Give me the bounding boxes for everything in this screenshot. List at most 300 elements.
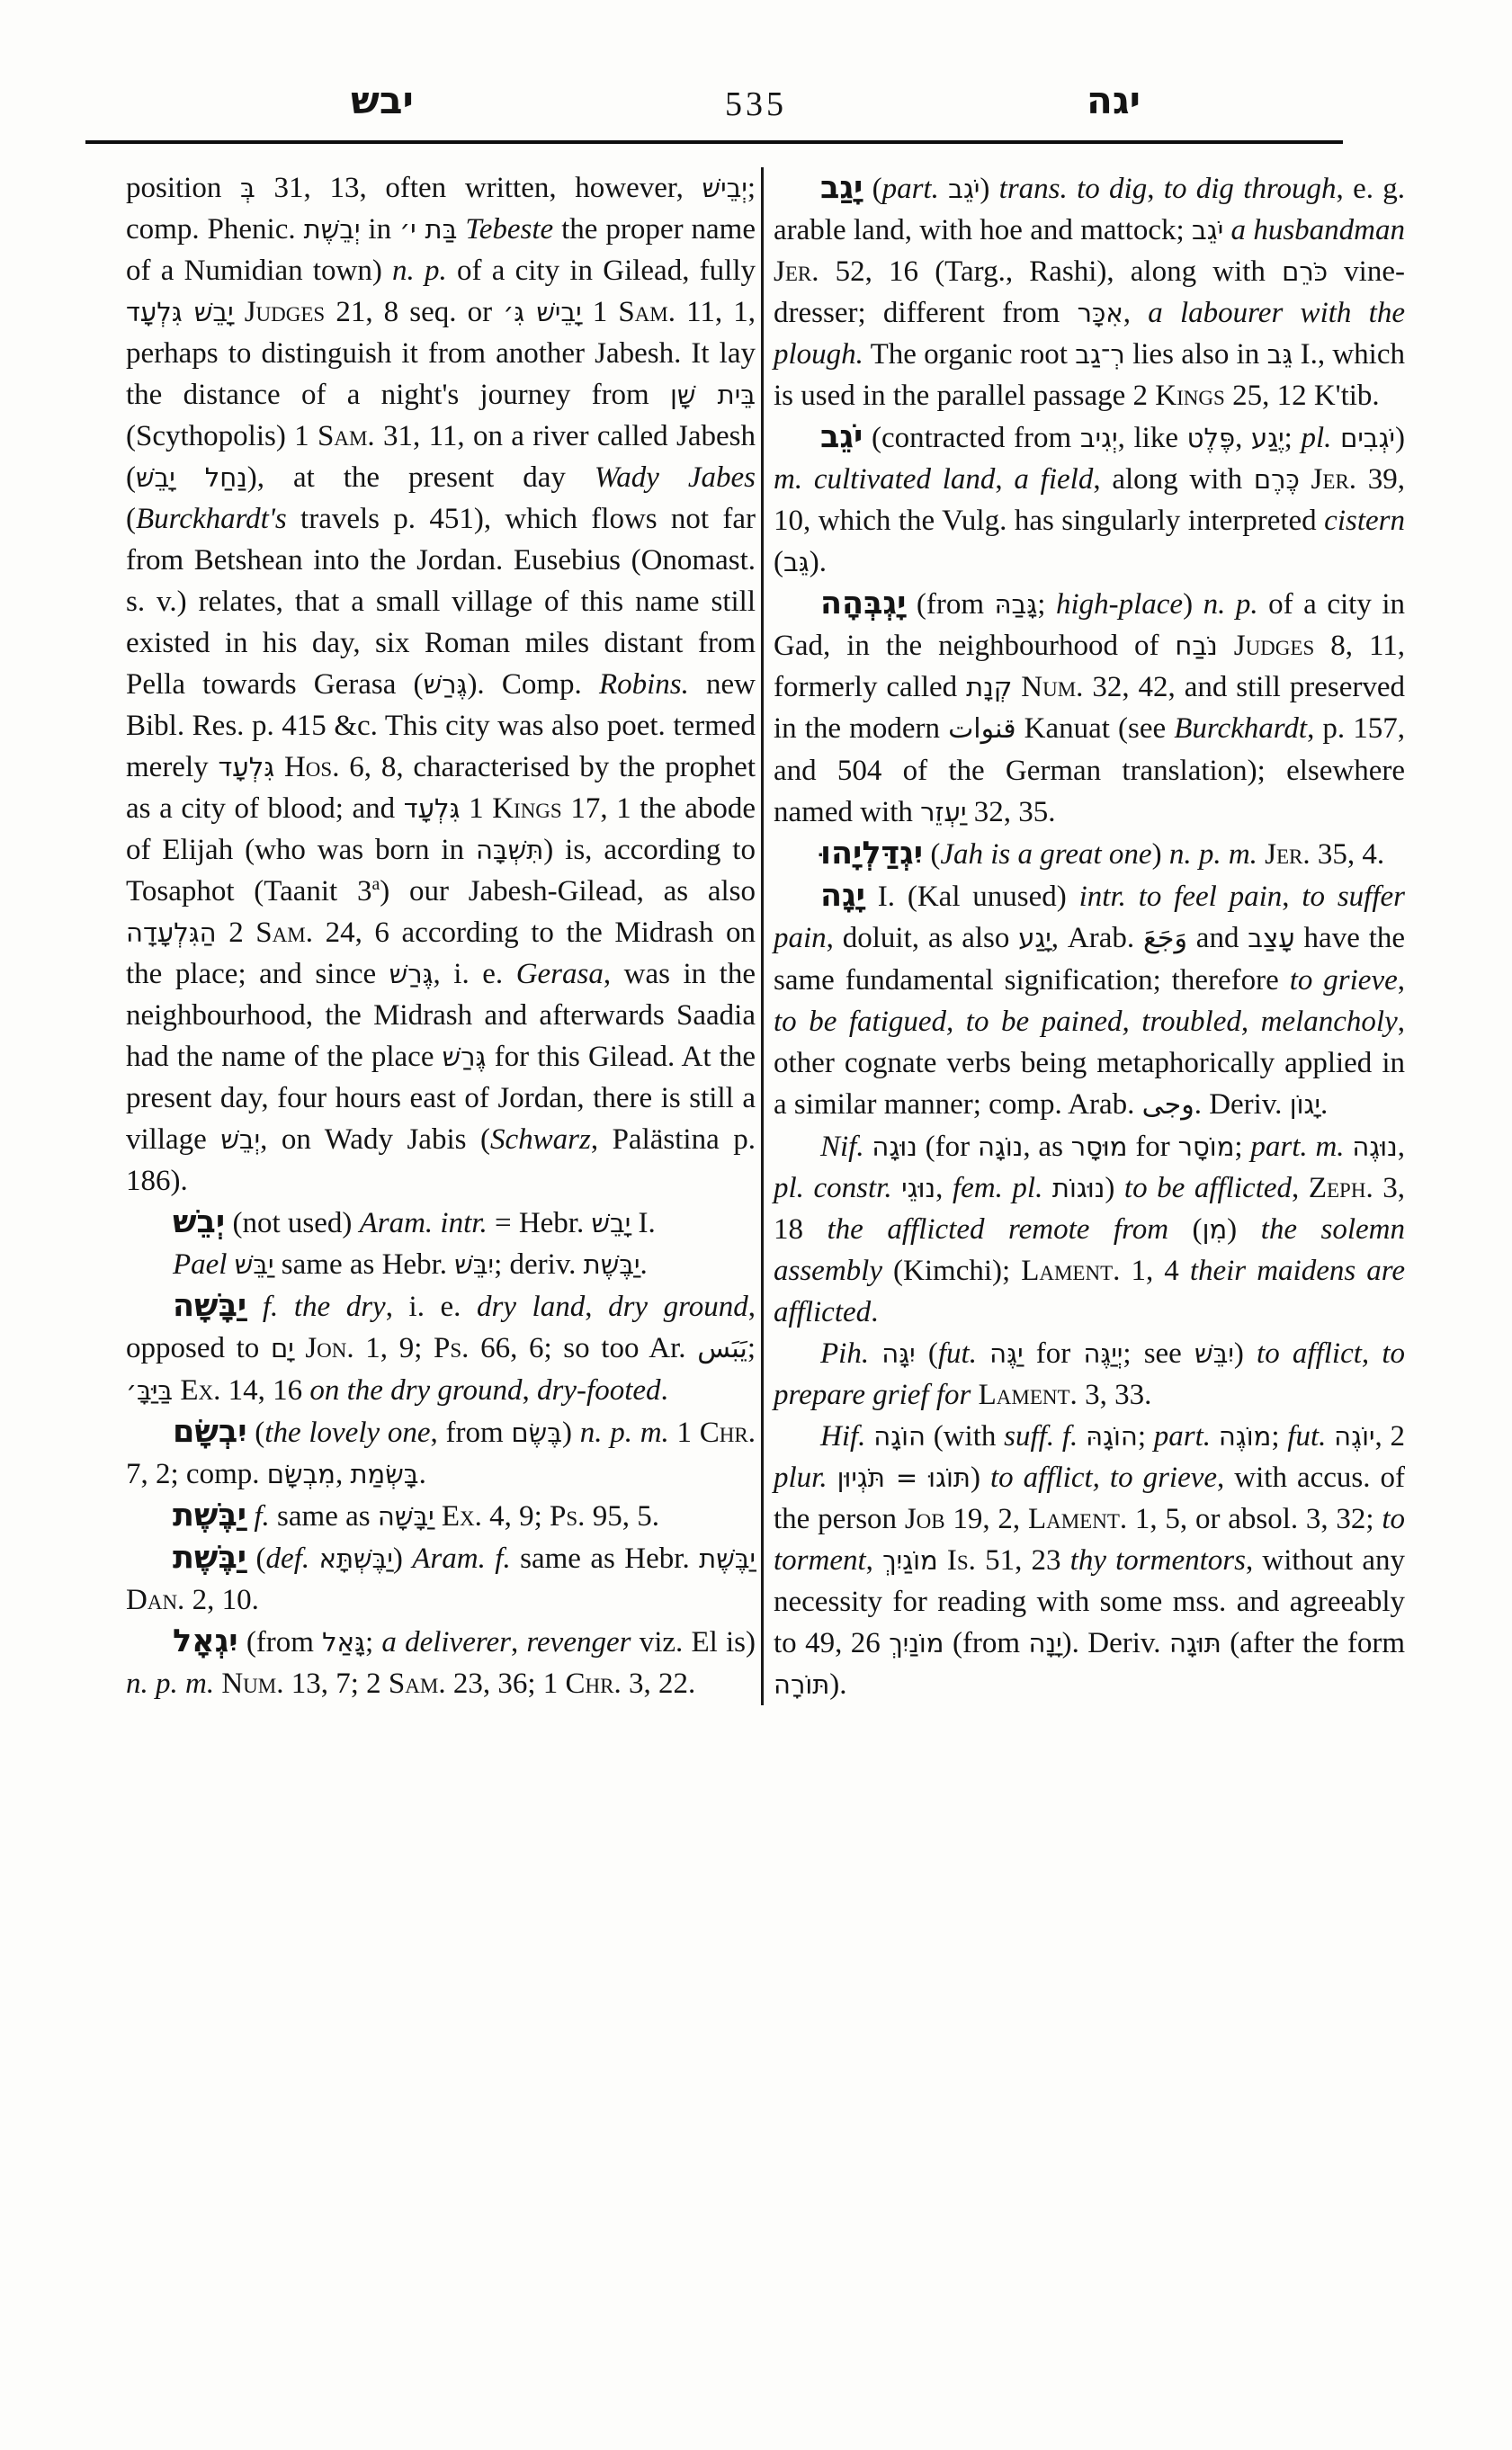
dictionary-paragraph	[774, 875, 1405, 1126]
text-run: ,	[1282, 881, 1302, 913]
scripture-ref: Judges	[244, 296, 326, 328]
hebrew-term: יַבֶּשֶׁת	[699, 1543, 756, 1574]
dictionary-paragraph	[126, 1411, 756, 1495]
text-run	[1300, 463, 1311, 496]
text-run: , opposed to	[126, 1291, 756, 1364]
dictionary-paragraph	[126, 1621, 756, 1704]
text-run: )	[980, 173, 999, 205]
text-run: ; comp. Phenic.	[126, 172, 756, 246]
hebrew-term: יְגִיב	[1079, 423, 1118, 453]
text-run: 51, 23	[975, 1544, 1070, 1577]
hebrew-term: בֶּשֶׂם	[511, 1417, 562, 1448]
arabic-term: وجى	[1141, 1089, 1194, 1121]
text-run: 1, 5, or absol. 3, 32;	[1127, 1503, 1382, 1535]
italic-run: Pael	[173, 1248, 228, 1281]
hebrew-headword: יִגְדַּלְיָהוּ	[820, 836, 924, 872]
dictionary-paragraph	[774, 1126, 1405, 1333]
italic-run: fem. pl.	[952, 1172, 1043, 1204]
text-run: )	[1105, 1172, 1124, 1204]
italic-run: Nif.	[820, 1131, 864, 1163]
hebrew-term: יֹגְבִים	[1340, 423, 1396, 453]
scripture-ref: Sam.	[388, 1668, 446, 1700]
text-run: ;	[1137, 1420, 1154, 1453]
text-run: travels p. 451), which flows not far from Betshean into the Jordan. Eusebius (Onomast. s. v.) relates, that a small village of this name still existed in his day, six Roman miles distant from Pella towards Gerasa (	[126, 503, 756, 701]
hebrew-term: יַבֶּשְׁתָּא	[318, 1543, 393, 1574]
hebrew-term: יִבֵּשׁ	[1194, 1338, 1234, 1369]
text-run: 24, 6 according to the Midrash on the place; and since	[126, 917, 756, 990]
italic-run: dry ground	[608, 1291, 748, 1323]
hebrew-term: בָּשְׂמַת	[350, 1459, 419, 1489]
text-run: (	[126, 503, 136, 535]
hebrew-headword: יָגְבְּהָה	[820, 586, 907, 621]
dictionary-paragraph	[126, 1285, 756, 1411]
text-run: 3, 33.	[1077, 1379, 1152, 1411]
text-run: )	[970, 1462, 990, 1494]
hebrew-term: יַגֶּה	[989, 1338, 1024, 1369]
scripture-ref: Hos.	[283, 751, 340, 783]
text-run	[1223, 214, 1230, 246]
hebrew-term: יִגָּה	[881, 1338, 916, 1369]
scripture-ref: Lament.	[1027, 1503, 1128, 1535]
text-run: , from	[430, 1417, 512, 1449]
italic-run: high-place	[1055, 588, 1184, 621]
italic-run: pl. constr.	[774, 1172, 892, 1204]
hebrew-headword: יֹגֵב	[820, 419, 863, 455]
text-run: (with	[925, 1420, 1005, 1453]
text-run: , along with	[1093, 463, 1254, 496]
text-run: ;	[1271, 1420, 1288, 1453]
arabic-term: قنوات	[948, 713, 1016, 745]
text-run	[309, 1542, 318, 1575]
italic-run: thy tormentors	[1069, 1544, 1246, 1577]
dictionary-paragraph	[126, 1537, 756, 1621]
scripture-ref: Jer.	[774, 255, 819, 288]
italic-run: to suffer pain	[774, 881, 1405, 954]
italic-run: the afflicted remote from	[827, 1213, 1169, 1246]
text-run: 21, 8 seq. or	[325, 296, 504, 328]
text-run	[971, 1379, 978, 1411]
text-run: the proper name of a Numidian town)	[126, 213, 756, 287]
text-run: )	[1395, 422, 1406, 454]
dictionary-paragraph	[774, 583, 1405, 833]
text-run: (	[923, 838, 941, 871]
text-columns	[126, 167, 1408, 1705]
hebrew-term: יֹגֵב	[948, 174, 980, 204]
hebrew-term: מוּסָר	[1070, 1131, 1128, 1162]
text-run: (	[246, 1417, 265, 1449]
hebrew-term: נוּגָה	[872, 1131, 917, 1162]
italic-run: Aram. intr.	[359, 1207, 488, 1239]
italic-run: Burckhardt's	[136, 503, 287, 535]
left-column	[126, 167, 756, 1705]
italic-run: Tebeste	[465, 213, 554, 246]
text-run: , with accus. of the person	[774, 1462, 1405, 1535]
hebrew-term: בֵּית שָׁן	[670, 380, 756, 410]
text-run: ;	[747, 1332, 756, 1364]
text-run: same as	[269, 1500, 378, 1533]
scripture-ref: Jon.	[305, 1332, 354, 1364]
text-run: same as Hebr.	[273, 1248, 455, 1281]
hebrew-term: מוֹסָר	[1177, 1131, 1235, 1162]
text-run: 1, 4	[1120, 1255, 1190, 1287]
italic-run: plur.	[774, 1462, 828, 1494]
text-run: , Arab.	[1051, 922, 1143, 954]
hebrew-term: יָבֵשׁ גִּלְעָד	[126, 297, 234, 327]
arabic-term: وَجَعَ	[1142, 923, 1187, 954]
text-run	[1326, 1420, 1334, 1453]
text-run: )	[561, 1417, 580, 1449]
dictionary-paragraph	[774, 1416, 1405, 1705]
scripture-ref: Num.	[221, 1668, 284, 1700]
italic-run: n. p. m.	[579, 1417, 669, 1449]
text-run: I.	[631, 1207, 656, 1239]
text-run: ,	[585, 1291, 609, 1323]
text-run	[1211, 1420, 1219, 1453]
text-run: 32, 42, and still preserved in the modern	[774, 671, 1406, 745]
italic-run: suff. f.	[1004, 1420, 1078, 1453]
text-run: )	[392, 1542, 413, 1575]
text-run	[1331, 422, 1340, 454]
hebrew-term: בַּיַּבָּ׳	[126, 1375, 174, 1406]
text-run: ,	[1397, 964, 1405, 997]
hebrew-term: יַבֶּשֶׁת	[583, 1249, 640, 1280]
hebrew-headword: יָגָה	[820, 878, 865, 914]
hebrew-term: יָנָה	[1028, 1628, 1062, 1659]
italic-run: the solemn assembly	[774, 1213, 1406, 1287]
italic-run: on the dry ground	[309, 1374, 523, 1407]
hebrew-term: תּוֹגוּ = תֹּגְיוּן	[837, 1462, 971, 1493]
italic-run: to afflict, to grieve	[989, 1462, 1218, 1494]
scripture-ref: Jer.	[1265, 838, 1311, 871]
hebrew-headword: יַבֶּשֶׁת	[173, 1540, 247, 1576]
text-run: , i. e.	[385, 1291, 477, 1323]
hebrew-term: גֵּב	[1266, 339, 1293, 370]
italic-run: fut.	[937, 1337, 977, 1370]
text-run: 2	[216, 917, 256, 949]
hebrew-headword: יָגַב	[820, 170, 863, 206]
text-run: The organic root	[863, 338, 1076, 371]
hebrew-term: נֹבַח	[1175, 630, 1218, 661]
text-run: ) our Jabesh-Gilead, as also	[380, 875, 756, 908]
text-run: 95, 5.	[585, 1500, 659, 1533]
text-run: ,	[1147, 173, 1164, 205]
hebrew-term: נוֹגָה	[977, 1131, 1024, 1162]
text-run: .	[418, 1458, 426, 1490]
text-run: , on Wady Jabis (	[260, 1123, 490, 1156]
text-run: , doluit, as also	[826, 922, 1019, 954]
text-run: )	[1183, 588, 1203, 621]
text-run	[434, 1500, 442, 1533]
scripture-ref: Lament.	[1021, 1255, 1121, 1287]
scripture-ref: Jer.	[1311, 463, 1357, 496]
text-run: (contracted from	[863, 422, 1080, 454]
text-run: 31, 11, on a river called Jabesh (	[126, 420, 756, 494]
text-run: ,	[865, 1544, 883, 1577]
text-run: same as Hebr.	[510, 1542, 700, 1575]
text-run	[227, 1248, 234, 1281]
text-run: ; see	[1123, 1337, 1195, 1370]
text-run: )	[1233, 1337, 1257, 1370]
text-run: , was in the neighbourhood, the Midrash and afterwards Saadia had the name of the place	[126, 958, 756, 1073]
dictionary-paragraph	[774, 416, 1405, 583]
italic-run: Robins.	[598, 668, 689, 701]
italic-run: Wady Jabes	[594, 461, 756, 494]
hebrew-term: יָבֵישׁ גִּ׳	[503, 297, 582, 327]
scripture-ref: Is.	[946, 1544, 976, 1577]
hebrew-term: פֶּלֶט	[1186, 423, 1236, 453]
text-run: (from	[944, 1627, 1029, 1659]
text-run: of a city in Gad, in the neighbourhood of	[774, 588, 1406, 662]
italic-run: Gerasa	[515, 958, 604, 990]
text-run: , as	[1023, 1131, 1071, 1163]
text-run: 19, 2,	[944, 1503, 1028, 1535]
scripture-ref: Sam.	[255, 917, 313, 949]
hebrew-term: הוֹגָה	[873, 1421, 926, 1452]
text-run: . Deriv.	[1194, 1088, 1290, 1121]
scripture-ref: Ps.	[434, 1332, 470, 1364]
text-run: lies also in	[1124, 338, 1267, 371]
text-run: (	[863, 173, 882, 205]
text-run	[977, 1337, 989, 1370]
italic-run: revenger	[526, 1626, 631, 1659]
hebrew-term: יָם	[270, 1333, 294, 1364]
text-run: 1	[581, 296, 619, 328]
text-run: ), at the present day	[246, 461, 595, 494]
scripture-ref: Ex.	[180, 1374, 221, 1407]
hebrew-term: גֵּב	[783, 547, 810, 577]
hebrew-term: נוּגֶה	[1352, 1131, 1398, 1162]
hebrew-headword: יִבְשָׂם	[173, 1414, 247, 1450]
text-run: , 2	[1374, 1420, 1405, 1453]
text-run: ;	[1234, 1131, 1251, 1163]
scripture-ref: Kings	[1155, 380, 1225, 412]
italic-run: to be fatigued, to be pained, troubled, melancholy	[774, 1006, 1398, 1038]
text-run: Kanuat (see	[1015, 712, 1175, 745]
italic-run: trans. to dig	[998, 173, 1148, 205]
text-run: 13, 7; 2	[283, 1668, 389, 1700]
hebrew-term: הַגִּלְעָדָה	[126, 917, 217, 948]
text-run: ;	[1284, 422, 1302, 454]
hebrew-headword: יַבֶּשֶׁת	[173, 1498, 247, 1533]
hebrew-term: יַעְזֵר	[920, 797, 967, 827]
text-run: 52, 16 (Targ., Rashi), along with	[819, 255, 1283, 288]
hebrew-term: גֶּרַשׁ	[442, 1042, 487, 1072]
hebrew-term: נַחַל יָבֵשׁ	[136, 462, 247, 493]
text-run: 35, 4.	[1310, 838, 1385, 871]
text-run: 66, 6; so too Ar.	[469, 1332, 698, 1364]
hebrew-term: יָגַע	[1018, 923, 1051, 953]
hebrew-headword: יַבָּשָׁה	[173, 1288, 247, 1324]
text-run: 2, 10.	[184, 1584, 259, 1616]
text-run: (Kimchi);	[881, 1255, 1022, 1287]
italic-run: part.	[881, 173, 939, 205]
hebrew-term: תִּשְׁבָּה	[475, 835, 544, 865]
italic-run: their maidens are afflicted	[774, 1255, 1405, 1328]
text-run: ). Comp.	[467, 668, 599, 701]
text-run: ,	[935, 1172, 953, 1204]
text-run: , e. g. arable land, with hoe and mattock;	[774, 173, 1406, 246]
text-run: )	[1151, 838, 1169, 871]
italic-run: fut.	[1287, 1420, 1327, 1453]
text-run: 1	[460, 792, 493, 825]
text-run: (Scythopolis) 1	[126, 420, 318, 452]
text-run	[294, 1332, 306, 1364]
hebrew-term: יָגוֹן	[1289, 1089, 1320, 1120]
hebrew-term: מִבְשָׂם	[266, 1459, 336, 1489]
text-run: 11, 1, perhaps to distinguish it from another Jabesh. It lay the distance of a night's journey from	[126, 296, 756, 411]
text-run: 4, 9;	[481, 1500, 550, 1533]
dictionary-paragraph	[126, 1495, 756, 1537]
hebrew-term: תּוֹרָה	[774, 1669, 830, 1700]
text-run: 7, 2; comp.	[126, 1458, 267, 1490]
italic-run: the lovely one	[264, 1417, 431, 1449]
italic-run: a deliverer	[381, 1626, 511, 1659]
scripture-ref: Sam.	[318, 420, 375, 452]
text-run: (from	[906, 588, 995, 621]
italic-run: to dig through	[1163, 173, 1337, 205]
hebrew-term: הוֹגָהּ	[1086, 1421, 1138, 1452]
text-run: .	[640, 1248, 648, 1281]
text-run: ).	[829, 1668, 847, 1701]
text-run: ; deriv.	[494, 1248, 584, 1281]
italic-run: Aram. f.	[412, 1542, 511, 1575]
italic-run: to afflict, to prepare grief for	[774, 1337, 1406, 1411]
hebrew-term: יוֹגֶה	[1334, 1421, 1375, 1452]
italic-run: a husbandman	[1230, 214, 1405, 246]
italic-run: f. the dry	[262, 1291, 386, 1323]
italic-run: to torment	[774, 1503, 1406, 1577]
text-run: ;	[1037, 588, 1056, 621]
text-run: ). Deriv.	[1061, 1627, 1169, 1659]
text-run	[1218, 630, 1234, 662]
text-run: position	[126, 172, 241, 204]
scripture-ref: Ps.	[550, 1500, 586, 1533]
text-run: viz. El is)	[631, 1626, 756, 1659]
hebrew-term: מִן	[1202, 1214, 1228, 1245]
hebrew-term: יִבֵּשׁ	[454, 1249, 495, 1280]
text-run: ,	[1397, 1131, 1406, 1163]
text-run: (after the form	[1221, 1627, 1405, 1659]
hebrew-term: גָּבַהּ	[994, 589, 1038, 620]
text-run: I., which is used in the parallel passage 2	[774, 338, 1405, 412]
text-run: I. (Kal unused)	[865, 881, 1079, 913]
text-run: )	[1227, 1213, 1261, 1246]
text-run	[865, 1420, 873, 1453]
text-run: 6, 8, characterised by the prophet as a city of blood; and	[126, 751, 756, 825]
italic-run: Pih.	[820, 1337, 870, 1370]
hebrew-term: יָבֵשׁ	[591, 1208, 631, 1238]
hebrew-term: נוּגוֹת	[1051, 1173, 1105, 1203]
italic-run: f.	[254, 1500, 270, 1533]
right-column	[774, 167, 1405, 1705]
hebrew-term: מוֹגֶה	[1218, 1421, 1272, 1452]
hebrew-term: בְּ	[240, 173, 255, 203]
text-run: .	[660, 1374, 668, 1407]
hebrew-term: יֶגַע	[1251, 423, 1284, 453]
text-run: 3, 18	[774, 1172, 1406, 1246]
hebrew-term: יְבֵישׁ	[702, 173, 747, 203]
text-run: , p. 157, and 504 of the German translation); elsewhere named with	[774, 712, 1406, 828]
italic-run: dry-footed	[537, 1374, 661, 1407]
hebrew-headword: יִגְאָל	[173, 1623, 238, 1659]
italic-run: n. p. m.	[126, 1668, 215, 1700]
scripture-ref: Chr.	[699, 1417, 756, 1449]
text-run: for this Gilead. At the present day, four hours east of Jordan, there is still a village	[126, 1041, 756, 1156]
scripture-ref: Judges	[1233, 630, 1315, 662]
text-run: , i. e.	[433, 958, 516, 990]
scripture-ref: Ex.	[441, 1500, 482, 1533]
hebrew-term: יַבָּשָׁה	[377, 1501, 434, 1532]
text-run: 23, 36; 1	[445, 1668, 566, 1700]
hebrew-term: גֶּרַשׁ	[389, 959, 434, 989]
text-run: 8, 11, formerly called	[774, 630, 1405, 703]
text-run: 39, 10, which the Vulg. has singularly interpreted	[774, 463, 1406, 537]
text-run	[274, 751, 284, 783]
text-run	[246, 1291, 263, 1323]
hebrew-term: יַבֵּשׁ	[234, 1249, 274, 1280]
hebrew-term: נוּגֵי	[901, 1173, 936, 1203]
text-run: .	[1320, 1088, 1329, 1121]
hebrew-term: מוֹנַיִךְ	[889, 1628, 944, 1659]
italic-run: n. p. m.	[1168, 838, 1257, 871]
text-run	[939, 173, 948, 205]
text-run: 17, 1 the abode of Elijah (who was born in	[126, 792, 756, 866]
italic-run: dry land	[477, 1291, 586, 1323]
dictionary-paragraph	[126, 1202, 756, 1244]
dictionary-paragraph	[774, 167, 1405, 416]
hebrew-term: כֶּרֶם	[1253, 464, 1300, 495]
hebrew-term: יְבֵשׁ	[220, 1124, 261, 1155]
text-run	[1042, 1172, 1052, 1204]
text-run: , other cognate verbs being metaphorically applied in a similar manner; comp. Arab.	[774, 1006, 1405, 1121]
dictionary-paragraph	[126, 1244, 756, 1285]
text-run: ,	[995, 463, 1015, 496]
italic-run: n. p.	[392, 255, 447, 287]
text-run: (	[1168, 1213, 1203, 1246]
text-run: .	[871, 1296, 879, 1328]
text-run	[892, 1172, 902, 1204]
text-run: 14, 16	[220, 1374, 310, 1407]
italic-run: def.	[265, 1542, 310, 1575]
italic-run: a field	[1014, 463, 1094, 496]
text-run: = Hebr.	[487, 1207, 592, 1239]
text-run: 3, 22.	[621, 1668, 696, 1700]
hebrew-term: קְנָת	[966, 672, 1013, 702]
page-number: 535	[725, 85, 787, 123]
arabic-term: يَبَس	[697, 1333, 747, 1364]
text-run	[828, 1462, 837, 1494]
hebrew-term: רְ־גַב	[1075, 339, 1125, 370]
header-rule	[85, 140, 1343, 144]
superscript-run: a	[371, 874, 380, 894]
text-run	[1257, 838, 1265, 871]
scripture-ref: Job	[904, 1503, 945, 1535]
text-run: new Bibl. Res. p. 415 &c. This city was also poet. termed merely	[126, 668, 756, 783]
text-run: in	[360, 213, 400, 246]
text-run: of a city in Gilead, fully	[446, 255, 756, 287]
scripture-ref: Zeph.	[1308, 1172, 1373, 1204]
hebrew-term: גִּלְעָד	[218, 752, 275, 782]
column-divider-rule	[761, 167, 764, 1705]
italic-run: part.	[1153, 1420, 1212, 1453]
italic-run: a labourer with the plough.	[774, 297, 1405, 371]
text-run: ;	[364, 1626, 382, 1659]
header-keyword-right: יגה	[1087, 78, 1141, 122]
text-run	[234, 296, 245, 328]
hebrew-term: גִּלְעָד	[403, 793, 461, 824]
text-run: and	[1186, 922, 1248, 954]
dictionary-paragraph	[774, 833, 1405, 875]
